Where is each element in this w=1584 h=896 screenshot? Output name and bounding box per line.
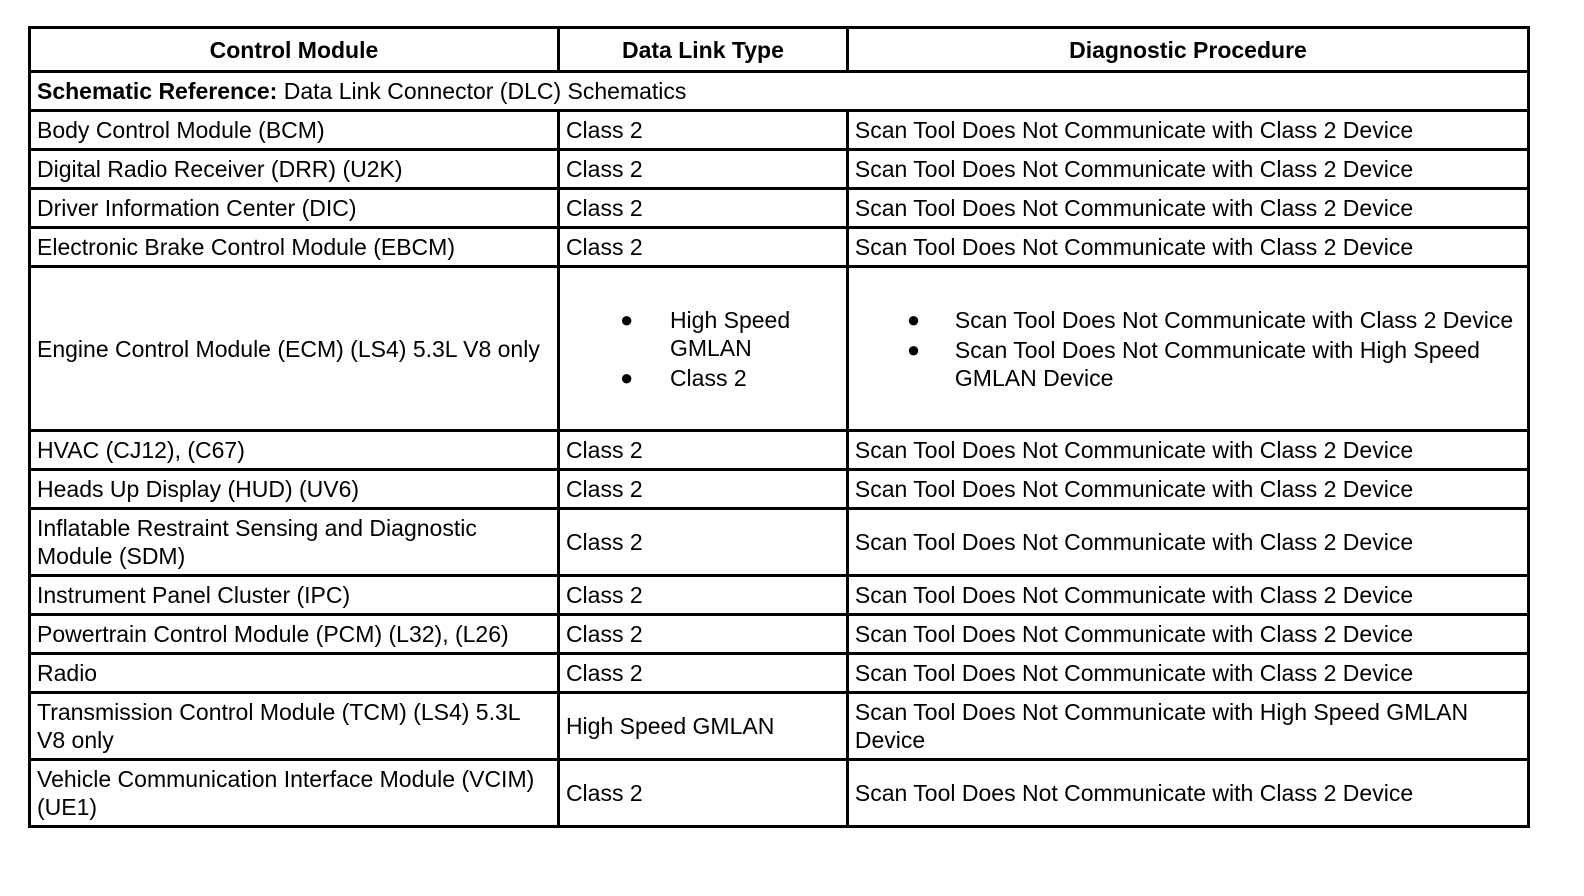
table-row — [30, 693, 1529, 760]
list-item: ● Scan Tool Does Not Communicate with Class 2 Device — [906, 306, 1514, 333]
procedure-cell[interactable]: Scan Tool Does Not Communicate with Class 2 Device — [847, 509, 1528, 576]
table-row — [30, 470, 1529, 509]
list-item: ● Class 2 — [619, 364, 747, 391]
link-type-list — [566, 306, 840, 392]
table-row — [30, 576, 1529, 615]
link-type-cell: Class 2 — [558, 576, 847, 615]
table-row — [30, 615, 1529, 654]
procedure-cell — [847, 267, 1528, 431]
schematic-reference-row — [30, 72, 1529, 111]
procedure-list — [855, 306, 1521, 392]
link-type-cell: Class 2 — [558, 615, 847, 654]
module-cell: Inflatable Restraint Sensing and Diagnostic Module (SDM) — [30, 509, 559, 576]
list-item: ● High Speed GMLAN — [619, 306, 791, 361]
link-type-cell: Class 2 — [558, 189, 847, 228]
link-type-cell: High Speed GMLAN — [558, 693, 847, 760]
table-row — [30, 189, 1529, 228]
table-row — [30, 431, 1529, 470]
module-cell: Body Control Module (BCM) — [30, 111, 559, 150]
link-type-cell: Class 2 — [558, 150, 847, 189]
schematic-reference-link[interactable]: Data Link Connector (DLC) Schematics — [283, 78, 687, 104]
bullet-icon: ● — [619, 306, 634, 332]
schematic-reference — [30, 72, 1529, 111]
procedure-cell[interactable]: Scan Tool Does Not Communicate with Class 2 Device — [847, 654, 1528, 693]
module-cell: Vehicle Communication Interface Module (VCIM) (UE1) — [30, 760, 559, 827]
procedure-cell[interactable]: Scan Tool Does Not Communicate with High Speed GMLAN Device — [847, 693, 1528, 760]
link-type-cell: Class 2 — [558, 470, 847, 509]
module-cell: Driver Information Center (DIC) — [30, 189, 559, 228]
bullet-icon: ● — [906, 306, 921, 332]
procedure-cell[interactable]: Scan Tool Does Not Communicate with Class 2 Device — [847, 615, 1528, 654]
table-row — [30, 228, 1529, 267]
procedure-cell[interactable]: Scan Tool Does Not Communicate with Class 2 Device — [847, 760, 1528, 827]
module-cell: Electronic Brake Control Module (EBCM) — [30, 228, 559, 267]
table-row — [30, 760, 1529, 827]
module-cell: Radio — [30, 654, 559, 693]
link-type-cell: Class 2 — [558, 228, 847, 267]
module-cell: HVAC (CJ12), (C67) — [30, 431, 559, 470]
link-type-cell: Class 2 — [558, 431, 847, 470]
list-item: ● Scan Tool Does Not Communicate with High Speed GMLAN Device — [906, 336, 1480, 391]
procedure-cell[interactable]: Scan Tool Does Not Communicate with Class 2 Device — [847, 228, 1528, 267]
link-type-cell: Class 2 — [558, 509, 847, 576]
table-row — [30, 111, 1529, 150]
module-cell: Engine Control Module (ECM) (LS4) 5.3L V8 only — [30, 267, 559, 431]
link-type-cell: Class 2 — [558, 654, 847, 693]
procedure-cell[interactable]: Scan Tool Does Not Communicate with Class 2 Device — [847, 150, 1528, 189]
header-row — [30, 28, 1529, 72]
header-data-link-type: Data Link Type — [558, 28, 847, 72]
procedure-cell[interactable]: Scan Tool Does Not Communicate with Class 2 Device — [847, 470, 1528, 509]
schematic-reference-label: Schematic Reference: — [37, 78, 278, 104]
module-cell: Heads Up Display (HUD) (UV6) — [30, 470, 559, 509]
module-cell: Instrument Panel Cluster (IPC) — [30, 576, 559, 615]
header-diagnostic-procedure: Diagnostic Procedure — [847, 28, 1528, 72]
module-cell: Transmission Control Module (TCM) (LS4) 5.3L V8 only — [30, 693, 559, 760]
diagnostic-table — [28, 26, 1530, 828]
link-type-cell: Class 2 — [558, 760, 847, 827]
link-type-cell — [558, 267, 847, 431]
bullet-icon: ● — [906, 336, 921, 362]
procedure-cell[interactable]: Scan Tool Does Not Communicate with Class 2 Device — [847, 111, 1528, 150]
module-cell: Powertrain Control Module (PCM) (L32), (L26) — [30, 615, 559, 654]
bullet-icon: ● — [619, 364, 634, 390]
table-row — [30, 267, 1529, 431]
table-row — [30, 654, 1529, 693]
procedure-cell[interactable]: Scan Tool Does Not Communicate with Class 2 Device — [847, 189, 1528, 228]
table-row — [30, 150, 1529, 189]
link-type-cell: Class 2 — [558, 111, 847, 150]
procedure-cell[interactable]: Scan Tool Does Not Communicate with Class 2 Device — [847, 431, 1528, 470]
procedure-cell[interactable]: Scan Tool Does Not Communicate with Class 2 Device — [847, 576, 1528, 615]
table-row — [30, 509, 1529, 576]
header-control-module: Control Module — [30, 28, 559, 72]
module-cell: Digital Radio Receiver (DRR) (U2K) — [30, 150, 559, 189]
